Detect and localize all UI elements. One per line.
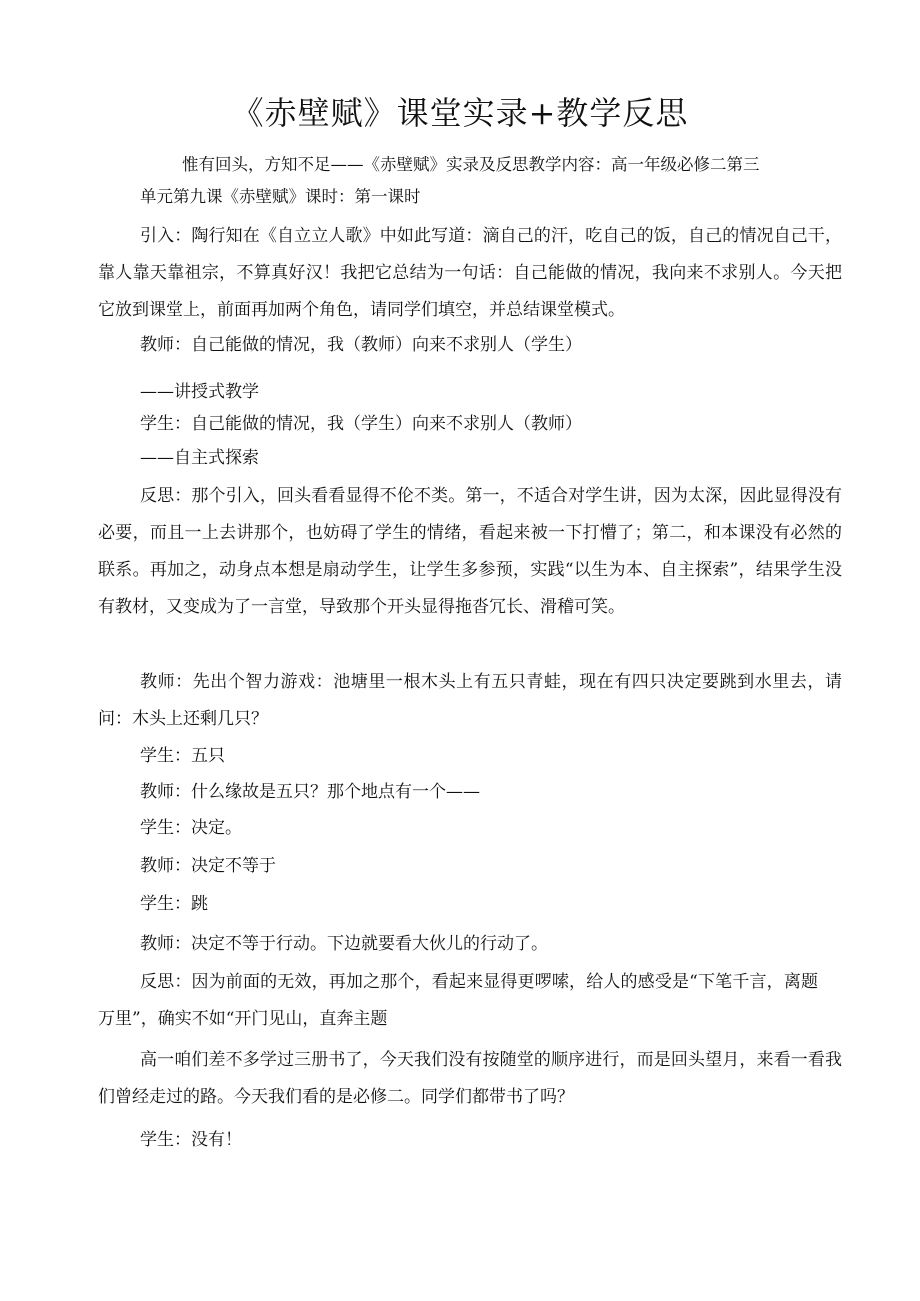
paragraph-student-4: 学生：跳	[140, 894, 208, 914]
paragraph-review: 高一咱们差不多学过三册书了，今天我们没有按随堂的顺序进行，而是回头望月，来看一看我们曾经走过的路。今天我们看的是必修二。同学们都带书了吗？	[98, 1050, 842, 1107]
paragraph-teacher-2: 教师：先出个智力游戏：池塘里一根木头上有五只青蛙，现在有四只决定要跳到水里去，请问：木头上还剩几只？	[98, 672, 842, 729]
subtitle-line-1: 惟有回头，方知不足——《赤壁赋》实录及反思教学内容：高一年级必修二第三	[182, 155, 760, 174]
paragraph-intro: 引入：陶行知在《自立立人歌》中如此写道：滴自己的汗，吃自己的饭，自己的情况自己干，靠人靠天靠祖宗，不算真好汉！我把它总结为一句话：自己能做的情况，我向来不求别人。今天把它放到课堂上，前面再加两个角色，请同学们填空，并总结课堂模式。	[98, 226, 842, 320]
paragraph-student-5: 学生：没有！	[140, 1130, 242, 1150]
paragraph-student-3: 学生：决定。	[140, 818, 242, 838]
paragraph-teacher-1: 教师：自己能做的情况，我（教师）向来不求别人（学生）	[140, 335, 582, 355]
paragraph-self-explore: ——自主式探索	[140, 448, 259, 468]
paragraph-lecture: ——讲授式教学	[140, 382, 259, 402]
subtitle-line-2: 单元第九课《赤壁赋》课时：第一课时	[140, 187, 421, 206]
paragraph-student-2: 学生：五只	[140, 746, 225, 766]
paragraph-reflection-1: 反思：那个引入，回头看看显得不伦不类。第一，不适合对学生讲，因为太深，因此显得没有必要，而且一上去讲那个，也妨碍了学生的情绪，看起来被一下打懵了；第二，和本课没有必然的联系。再加之，动身点本想是扇动学生，让学生多参预，实践“以生为本、自主探索”，结果学生没有教材，又变成为了一言堂，导致那个开头显得拖沓冗长、滑稽可笑。	[98, 486, 842, 617]
paragraph-reflection-2: 反思：因为前面的无效，再加之那个，看起来显得更啰嗦，给人的感受是“下笔千言，离题万里”，确实不如“开门见山，直奔主题	[98, 972, 818, 1029]
document-title: 《赤壁赋》课堂实录+教学反思	[231, 94, 689, 132]
paragraph-student-1: 学生：自己能做的情况，我（学生）向来不求别人（教师）	[140, 414, 582, 434]
paragraph-teacher-4: 教师：决定不等于	[140, 856, 276, 876]
paragraph-teacher-3: 教师：什么缘故是五只？那个地点有一个——	[140, 782, 480, 802]
paragraph-teacher-5: 教师：决定不等于行动。下边就要看大伙儿的行动了。	[140, 934, 548, 954]
